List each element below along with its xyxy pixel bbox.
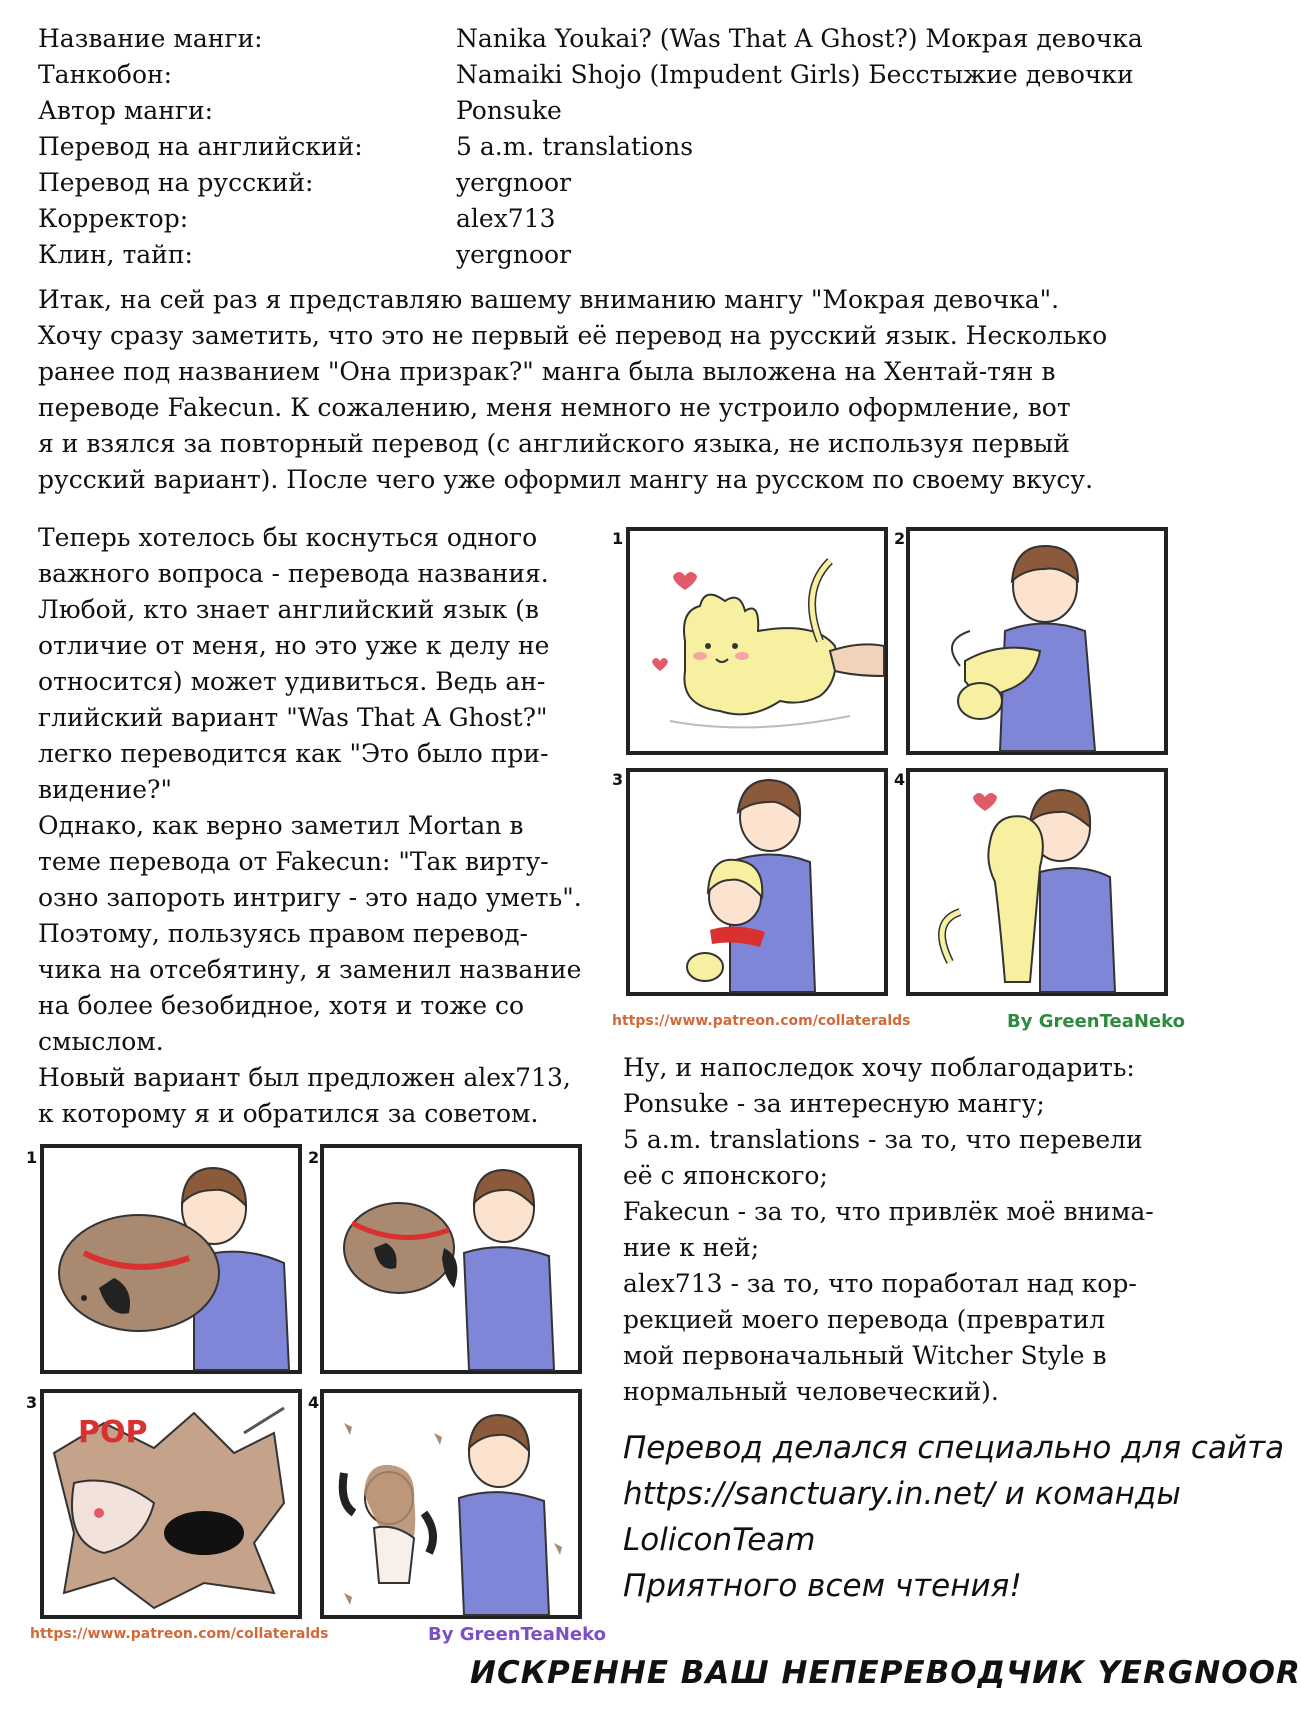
credit-label: Клин, тайп:: [38, 239, 193, 269]
translator-signature: ИСКРЕННЕ ВАШ НЕПЕРЕВОДЧИК YERGNOOR: [470, 1655, 1301, 1691]
comic-panel: [626, 768, 888, 996]
essay-line: Поэтому, пользуясь правом перевод-: [38, 919, 528, 948]
panel-number: 2: [308, 1148, 320, 1167]
credit-value: Ponsuke: [456, 95, 562, 125]
credit-label: Автор манги:: [38, 95, 214, 125]
credit-row-tankobon: [38, 56, 1168, 92]
girl-falling-illustration: [324, 1393, 578, 1615]
comic-blob-strip: [26, 1140, 606, 1645]
man-holding-cat-illustration: [910, 531, 1164, 751]
essay-line: Теперь хотелось бы коснуться одного: [38, 523, 538, 552]
essay-line: к которому я и обратился за советом.: [38, 1099, 539, 1128]
essay-line: Любой, кто знает английский язык (в: [38, 595, 539, 624]
thanks-line: её с японского;: [623, 1161, 828, 1190]
panel-number: 3: [612, 770, 624, 789]
panel-number: 1: [26, 1148, 38, 1167]
pop-sound-effect: POP: [78, 1415, 148, 1450]
panel-number: 1: [612, 529, 624, 548]
panel-number: 3: [26, 1393, 38, 1412]
man-and-blob-illustration: [324, 1148, 578, 1370]
essay-line: видение?": [38, 775, 172, 804]
comic-panel: [906, 768, 1168, 996]
credit-row-title: [38, 20, 1168, 56]
handwritten-line: https://sanctuary.in.net/ и команды: [623, 1476, 1181, 1512]
panel-number: 4: [894, 770, 906, 789]
cat-girl-transform-illustration: [630, 772, 884, 992]
comic-panel: [40, 1144, 302, 1374]
intro-paragraph: [38, 282, 1178, 498]
handwritten-note: [623, 1425, 1285, 1609]
comic-panel: [320, 1144, 582, 1374]
intro-line: ранее под названием "Она призрак?" манга была выложена на Хентай-тян в: [38, 357, 1056, 386]
essay-line: относится) может удивиться. Ведь ан-: [38, 667, 546, 696]
title-essay: [38, 520, 618, 1132]
thanks-line: alex713 - за то, что поработал над кор-: [623, 1269, 1137, 1298]
credit-label: Корректор:: [38, 203, 189, 233]
comic-panel: [320, 1389, 582, 1619]
credit-label: Перевод на английский:: [38, 131, 363, 161]
essay-line: смыслом.: [38, 1027, 164, 1056]
credit-row-english: [38, 128, 1168, 164]
credit-row-author: [38, 92, 1168, 128]
essay-line: озно запороть интригу - это надо уметь".: [38, 883, 582, 912]
thanks-line: ние к ней;: [623, 1233, 760, 1262]
credit-label: Название манги:: [38, 23, 263, 53]
intro-line: русский вариант). После чего уже оформил мангу на русском по своему вкусу.: [38, 465, 1094, 494]
essay-line: Однако, как верно заметил Mortan в: [38, 811, 524, 840]
thanks-line: рекцией моего перевода (превратил: [623, 1305, 1106, 1334]
thanks-line: Ну, и напоследок хочу поблагодарить:: [623, 1053, 1135, 1082]
credit-row-russian: [38, 164, 1168, 200]
intro-line: Итак, на сей раз я представляю вашему вниманию мангу "Мокрая девочка".: [38, 285, 1060, 314]
essay-line: чика на отсебятину, я заменил название: [38, 955, 582, 984]
essay-line: на более безобидное, хотя и тоже со: [38, 991, 525, 1020]
patreon-url: https://www.patreon.com/collateralds: [612, 1013, 911, 1029]
essay-line: глийский вариант "Was That A Ghost?": [38, 703, 548, 732]
credit-label: Танкобон:: [38, 59, 173, 89]
artist-byline: By GreenTeaNeko: [428, 1624, 606, 1645]
essay-line: легко переводится как "Это было при-: [38, 739, 549, 768]
credit-value: yergnoor: [456, 167, 572, 197]
cat-petted-illustration: [630, 531, 884, 751]
essay-line: важного вопроса - перевода названия.: [38, 559, 549, 588]
thanks-line: мой первоначальный Witcher Style в: [623, 1341, 1107, 1370]
thanks-line: Ponsuke - за интересную мангу;: [623, 1089, 1045, 1118]
handwritten-line: LoliconTeam: [623, 1522, 816, 1558]
comic-panel: [906, 527, 1168, 755]
credit-label: Перевод на русский:: [38, 167, 314, 197]
patreon-url: https://www.patreon.com/collateralds: [30, 1626, 329, 1642]
credits-table: [38, 20, 1168, 272]
essay-line: теме перевода от Fakecun: "Так вирту-: [38, 847, 549, 876]
man-hugging-blob-illustration: [44, 1148, 298, 1370]
credit-row-proofreader: [38, 200, 1168, 236]
thanks-line: нормальный человеческий).: [623, 1377, 999, 1406]
handwritten-line: Приятного всем чтения!: [623, 1568, 1022, 1604]
comic-panel: [40, 1389, 302, 1619]
panel-number: 4: [308, 1393, 320, 1412]
essay-line: отличие от меня, но это уже к делу не: [38, 631, 550, 660]
credit-value: yergnoor: [456, 239, 572, 269]
comic-panel: [626, 527, 888, 755]
credit-value: Nanika Youkai? (Was That A Ghost?) Мокрая девочка: [456, 23, 1143, 53]
artist-byline: By GreenTeaNeko: [1007, 1011, 1185, 1032]
essay-line: Новый вариант был предложен alex713,: [38, 1063, 571, 1092]
credit-value: alex713: [456, 203, 556, 233]
handwritten-line: Перевод делался специально для сайта: [623, 1430, 1285, 1466]
thanks-section: [623, 1050, 1183, 1410]
cat-girl-kiss-illustration: [910, 772, 1164, 992]
panel-number: 2: [894, 529, 906, 548]
thanks-line: 5 a.m. translations - за то, что перевели: [623, 1125, 1143, 1154]
credit-value: 5 a.m. translations: [456, 131, 694, 161]
intro-line: переводе Fakecun. К сожалению, меня немного не устроило оформление, вот: [38, 393, 1071, 422]
credit-row-cleaning: [38, 236, 1168, 272]
intro-line: я и взялся за повторный перевод (с английского языка, не используя первый: [38, 429, 1070, 458]
credit-value: Namaiki Shojo (Impudent Girls) Бесстыжие девочки: [456, 59, 1134, 89]
thanks-line: Fakecun - за то, что привлёк моё внима-: [623, 1197, 1154, 1226]
comic-cat-strip: [612, 525, 1187, 1045]
intro-line: Хочу сразу заметить, что это не первый её перевод на русский язык. Несколько: [38, 321, 1108, 350]
